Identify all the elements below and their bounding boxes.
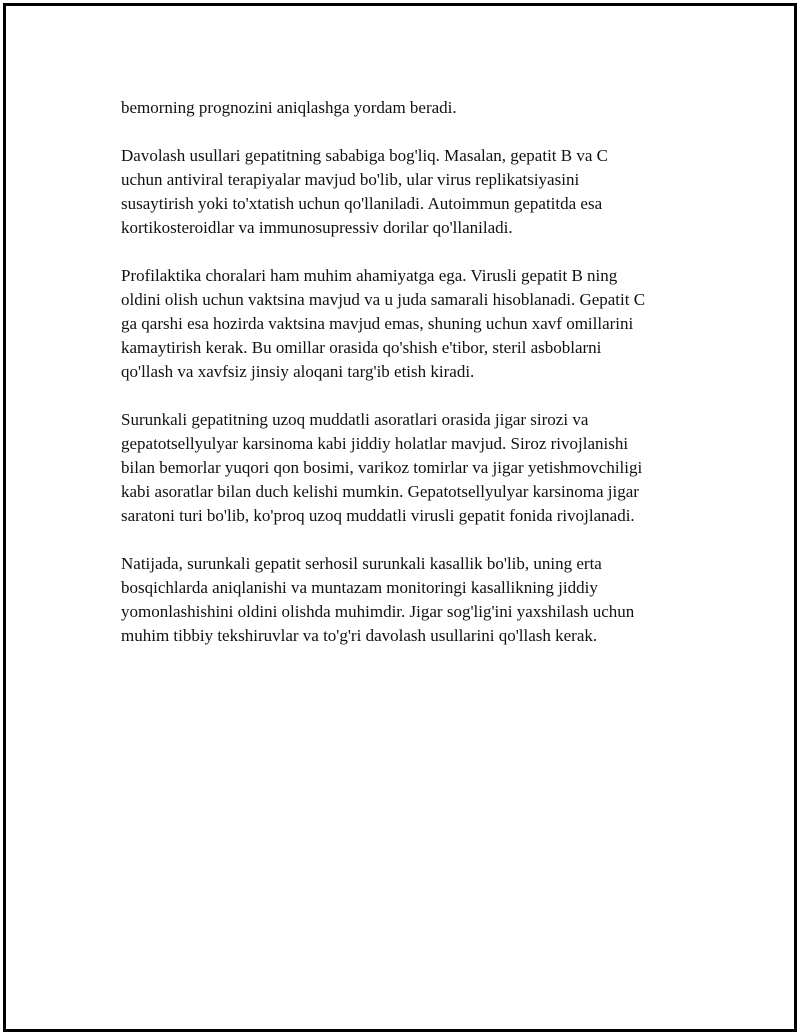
text-line: kortikosteroidlar va immunosupressiv dorilar qo'llaniladi. [121,218,513,237]
text-line: Natijada, surunkali gepatit serhosil surunkali kasallik bo'lib, uning erta [121,554,602,573]
paragraph-2 [121,144,701,240]
paragraph-3 [121,264,701,384]
text-line: uchun antiviral terapiyalar mavjud bo'lib, ular virus replikatsiyasini [121,170,580,189]
text-line: ga qarshi esa hozirda vaktsina mavjud emas, shuning uchun xavf omillarini [121,314,634,333]
text-line: kamaytirish kerak. Bu omillar orasida qo'shish e'tibor, steril asboblarni [121,338,602,357]
text-line: yomonlashishini oldini olishda muhimdir. Jigar sog'lig'ini yaxshilash uchun [121,602,635,621]
text-line: kabi asoratlar bilan duch kelishi mumkin. Gepatotsellyulyar karsinoma jigar [121,482,639,501]
page-frame [3,3,797,1032]
paragraph-1 [121,96,701,120]
text-line: qo'llash va xavfsiz jinsiy aloqani targ'ib etish kiradi. [121,362,475,381]
text-line: bilan bemorlar yuqori qon bosimi, varikoz tomirlar va jigar yetishmovchiligi [121,458,643,477]
paragraph-4 [121,408,701,528]
text-line: muhim tibbiy tekshiruvlar va to'g'ri davolash usullarini qo'llash kerak. [121,626,598,645]
paragraph-5 [121,552,701,648]
document-body [121,96,701,672]
text-line: bemorning prognozini aniqlashga yordam beradi. [121,98,457,117]
text-line: bosqichlarda aniqlanishi va muntazam monitoringi kasallikning jiddiy [121,578,598,597]
text-line: Surunkali gepatitning uzoq muddatli asoratlari orasida jigar sirozi va [121,410,589,429]
text-line: oldini olish uchun vaktsina mavjud va u juda samarali hisoblanadi. Gepatit C [121,290,646,309]
text-line: saratoni turi bo'lib, ko'proq uzoq muddatli virusli gepatit fonida rivojlanadi. [121,506,635,525]
text-line: gepatotsellyulyar karsinoma kabi jiddiy holatlar mavjud. Siroz rivojlanishi [121,434,629,453]
text-line: Profilaktika choralari ham muhim ahamiyatga ega. Virusli gepatit B ning [121,266,618,285]
text-line: susaytirish yoki to'xtatish uchun qo'llaniladi. Autoimmun gepatitda esa [121,194,603,213]
text-line: Davolash usullari gepatitning sababiga bog'liq. Masalan, gepatit B va C [121,146,608,165]
